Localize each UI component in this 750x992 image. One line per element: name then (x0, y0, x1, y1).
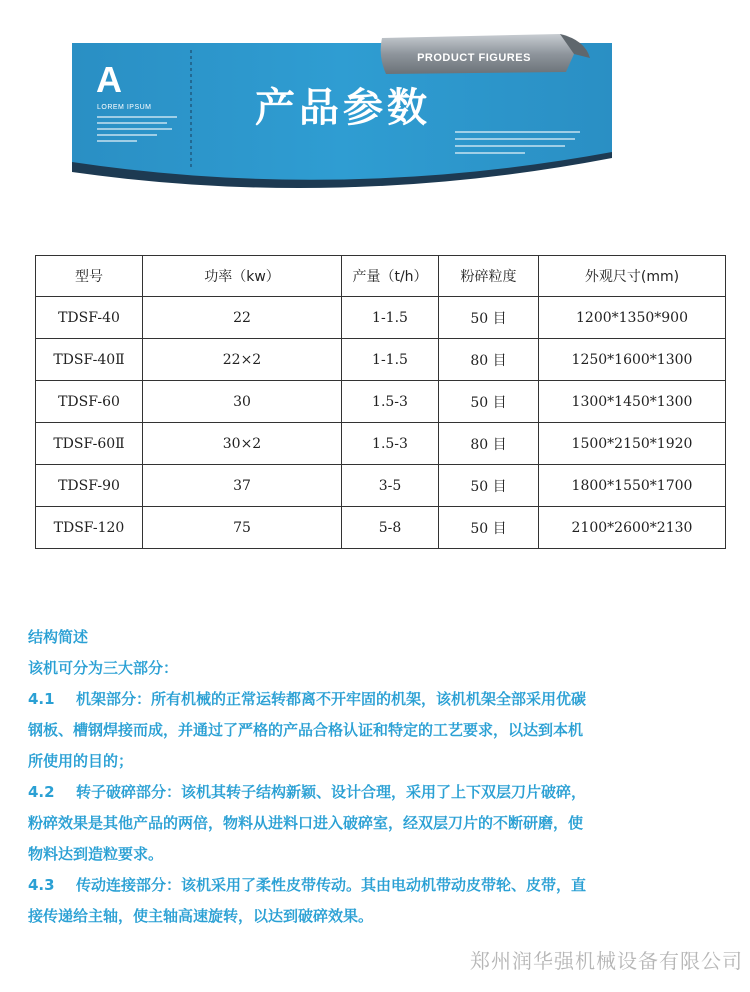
specs-table (35, 255, 726, 549)
banner-decor-lines-right (455, 131, 580, 159)
item-line: 转子破碎部分：该机其转子结构新颖、设计合理，采用了上下双层刀片破碎， (76, 783, 587, 801)
cell-model: TDSF-60Ⅱ (36, 423, 143, 465)
header-model: 型号 (36, 256, 143, 297)
header-fineness: 粉碎粒度 (439, 256, 539, 297)
page-title: 产品参数 (255, 85, 431, 131)
header-dimensions: 外观尺寸(mm) (539, 256, 726, 297)
item-number: 4.3 (28, 876, 55, 894)
item-line: 物料达到造粒要求。 (28, 845, 164, 863)
item-line: 粉碎效果是其他产品的两倍，物料从进料口进入破碎室，经双层刀片的不断研磨，使 (28, 814, 584, 832)
header-power: 功率（kw） (143, 256, 342, 297)
cell-dimensions: 1500*2150*1920 (539, 423, 726, 465)
banner-letter: A (96, 59, 122, 100)
cell-fineness: 80 目 (439, 339, 539, 381)
section-heading: 结构简述 (28, 628, 89, 646)
cell-model: TDSF-60 (36, 381, 143, 423)
cell-output: 3-5 (342, 465, 439, 507)
cell-power: 30×2 (143, 423, 342, 465)
cell-dimensions: 1800*1550*1700 (539, 465, 726, 507)
item-line: 所使用的目的； (28, 752, 134, 770)
item-number: 4.1 (28, 690, 55, 708)
header-output: 产量（t/h） (342, 256, 439, 297)
cell-fineness: 50 目 (439, 507, 539, 549)
banner-decor-lines-left (97, 116, 177, 146)
item-line: 传动连接部分：该机采用了柔性皮带传动。其由电动机带动皮带轮、皮带，直 (76, 876, 587, 894)
cell-model: TDSF-40 (36, 297, 143, 339)
cell-dimensions: 1200*1350*900 (539, 297, 726, 339)
structure-description (28, 622, 728, 932)
cell-fineness: 80 目 (439, 423, 539, 465)
cell-model: TDSF-40Ⅱ (36, 339, 143, 381)
cell-output: 5-8 (342, 507, 439, 549)
table-row (36, 381, 726, 423)
section-intro: 该机可分为三大部分： (28, 659, 179, 677)
cell-fineness: 50 目 (439, 297, 539, 339)
item-line: 接传递给主轴，使主轴高速旋转，以达到破碎效果。 (28, 907, 374, 925)
table-row (36, 507, 726, 549)
list-item (28, 684, 728, 715)
table-row (36, 339, 726, 381)
cell-dimensions: 2100*2600*2130 (539, 507, 726, 549)
table-row (36, 423, 726, 465)
cell-model: TDSF-90 (36, 465, 143, 507)
banner-tag: PRODUCT FIGURES (417, 52, 531, 64)
cell-power: 75 (143, 507, 342, 549)
table-row (36, 297, 726, 339)
arrow-right-icon (0, 0, 24, 22)
cell-fineness: 50 目 (439, 381, 539, 423)
banner-subtitle: LOREM IPSUM (97, 104, 152, 111)
banner (0, 0, 750, 210)
cell-power: 22×2 (143, 339, 342, 381)
company-name: 郑州润华强机械设备有限公司 (470, 949, 743, 973)
table-row (36, 465, 726, 507)
cell-power: 37 (143, 465, 342, 507)
list-item (28, 777, 728, 808)
cell-dimensions: 1250*1600*1300 (539, 339, 726, 381)
cell-power: 30 (143, 381, 342, 423)
table-header-row (36, 256, 726, 297)
cell-fineness: 50 目 (439, 465, 539, 507)
item-number: 4.2 (28, 783, 55, 801)
cell-model: TDSF-120 (36, 507, 143, 549)
item-line: 机架部分：所有机械的正常运转都离不开牢固的机架，该机机架全部采用优碳 (76, 690, 587, 708)
cell-dimensions: 1300*1450*1300 (539, 381, 726, 423)
cell-output: 1-1.5 (342, 297, 439, 339)
cell-power: 22 (143, 297, 342, 339)
list-item (28, 870, 728, 901)
item-line: 钢板、槽钢焊接而成，并通过了严格的产品合格认证和特定的工艺要求，以达到本机 (28, 721, 584, 739)
cell-output: 1.5-3 (342, 381, 439, 423)
cell-output: 1-1.5 (342, 339, 439, 381)
cell-output: 1.5-3 (342, 423, 439, 465)
